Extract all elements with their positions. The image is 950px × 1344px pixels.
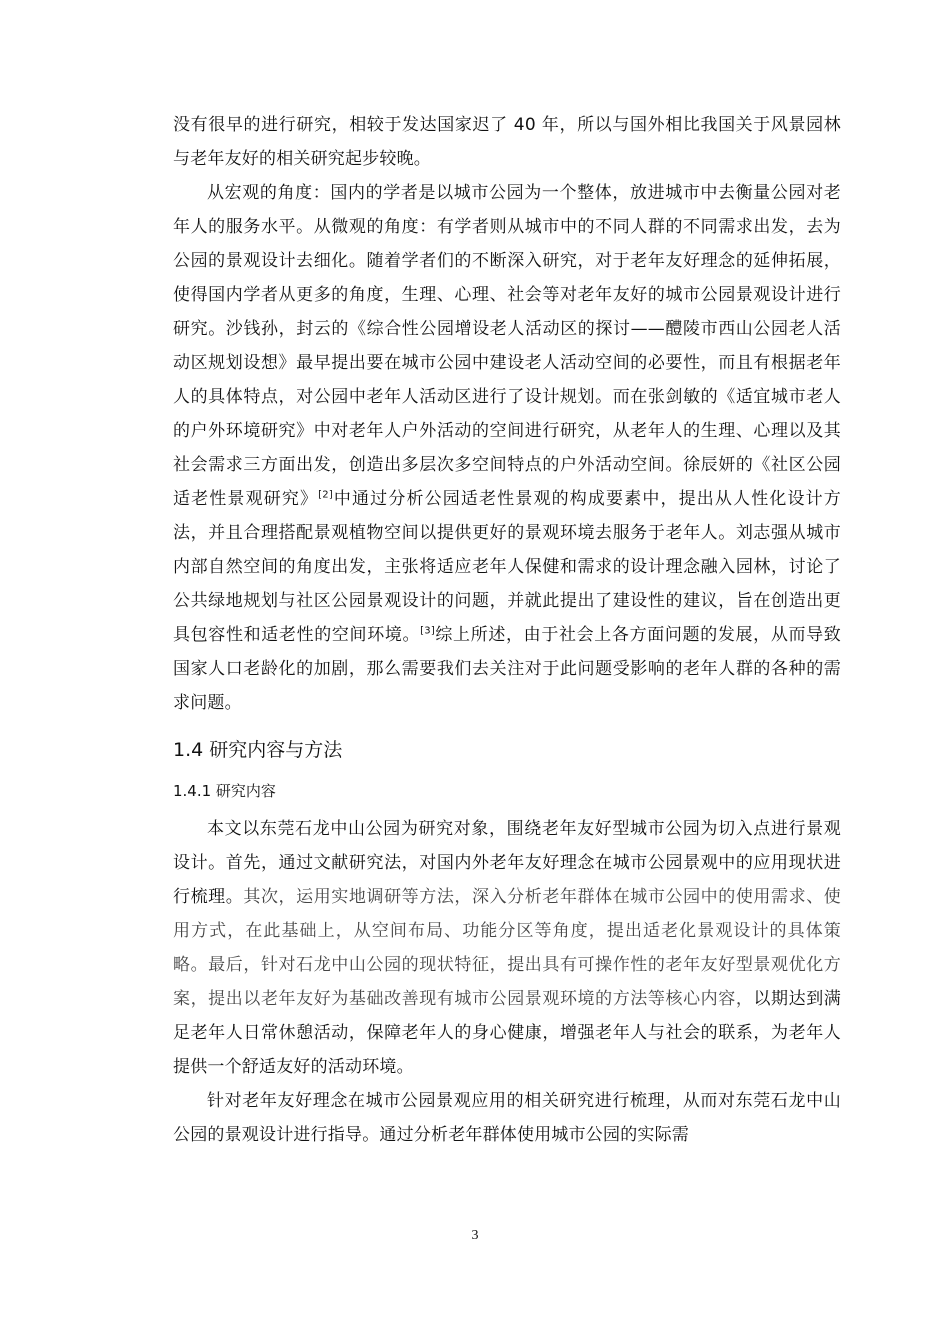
citation-ref-3: [3] [420, 625, 435, 637]
paragraph-text: 中通过分析公园适老性景观的构成要素中，提出从人性化设计方法，并且合理搭配景观植物空间以提供更好的景观环境去服务于老年人。刘志强从城市内部自然空间的角度出发，主张将适应老年人保健和需求的设计理念融入园林，讨论了公共绿地规划与社区公园景观设计的问题，并就此提出了建设性的建议，旨在创造出更具包容性和适老性的空间环境。 [173, 489, 841, 645]
page-content [173, 108, 841, 1152]
paragraph-continuation: 没有很早的进行研究，相较于发达国家迟了 40 年，所以与国外相比我国关于风景园林与老年友好的相关研究起步较晚。 [173, 115, 841, 169]
paragraph-text: 以期达到满足老年人日常休憩活动，保障老年人的身心健康，增强老年人与社会的联系，为老年人提供一个舒适友好的活动环境。 [173, 989, 841, 1077]
paragraph-domestic-research [173, 176, 841, 720]
citation-ref-2: [2] [318, 489, 333, 501]
paragraph-guidance: 针对老年友好理念在城市公园景观应用的相关研究进行梳理，从而对东莞石龙中山公园的景观设计进行指导。通过分析老年群体使用城市公园的实际需 [173, 1091, 841, 1145]
page-number: 3 [471, 1228, 479, 1243]
section-heading-1-4: 1.4 研究内容与方法 [173, 739, 343, 761]
subsection-heading-1-4-1: 1.4.1 研究内容 [173, 782, 276, 800]
paragraph-text: 综上所述，由于社会上各方面问题的发展，从而导致国家人口老龄化的加剧，那么需要我们去关注对于此问题受影响的老年人群的各种的需求问题。 [173, 625, 841, 713]
paragraph-research-content [173, 812, 841, 1084]
paragraph-text-muted: 其次，运用实地调研等方法，深入分析老年群体在城市公园中的使用需求、使用方式，在此基础上，从空间布局、功能分区等角度，提出适老化景观设计的具体策略。最后，针对石龙中山公园的现状特征，提出具有可操作性的老年友好型景观优化方案，提出以老年友好为基础改善现有城市公园景观环境的方法等核心内容， [173, 887, 841, 1009]
paragraph-text: 本文以东莞石龙中山公园为研究对象，围绕老年友好型城市公园为切入点进行景观设计。首先，通过文献研究法，对国内外老年友好理念在城市公园景观中的应用现状进行梳理。 [173, 819, 841, 907]
paragraph-text: 从宏观的角度：国内的学者是以城市公园为一个整体，放进城市中去衡量公园对老年人的服务水平。从微观的角度：有学者则从城市中的不同人群的不同需求出发，去为公园的景观设计去细化。随着学者们的不断深入研究，对于老年友好理念的延伸拓展，使得国内学者从更多的角度，生理、心理、社会等对老年友好的城市公园景观设计进行研究。沙钱孙，封云的《综合性公园增设老人活动区的探讨——醴陵市西山公园老人活动区规划设想》最早提出要在城市公园中建设老人活动空间的必要性，而且有根据老年人的具体特点，对公园中老年人活动区进行了设计规划。而在张剑敏的《适宜城市老人的户外环境研究》中对老年人户外活动的空间进行研究，从老年人的生理、心理以及其社会需求三方面出发，创造出多层次多空间特点的户外活动空间。徐辰妍的《社区公园适老性景观研究》 [173, 183, 841, 509]
